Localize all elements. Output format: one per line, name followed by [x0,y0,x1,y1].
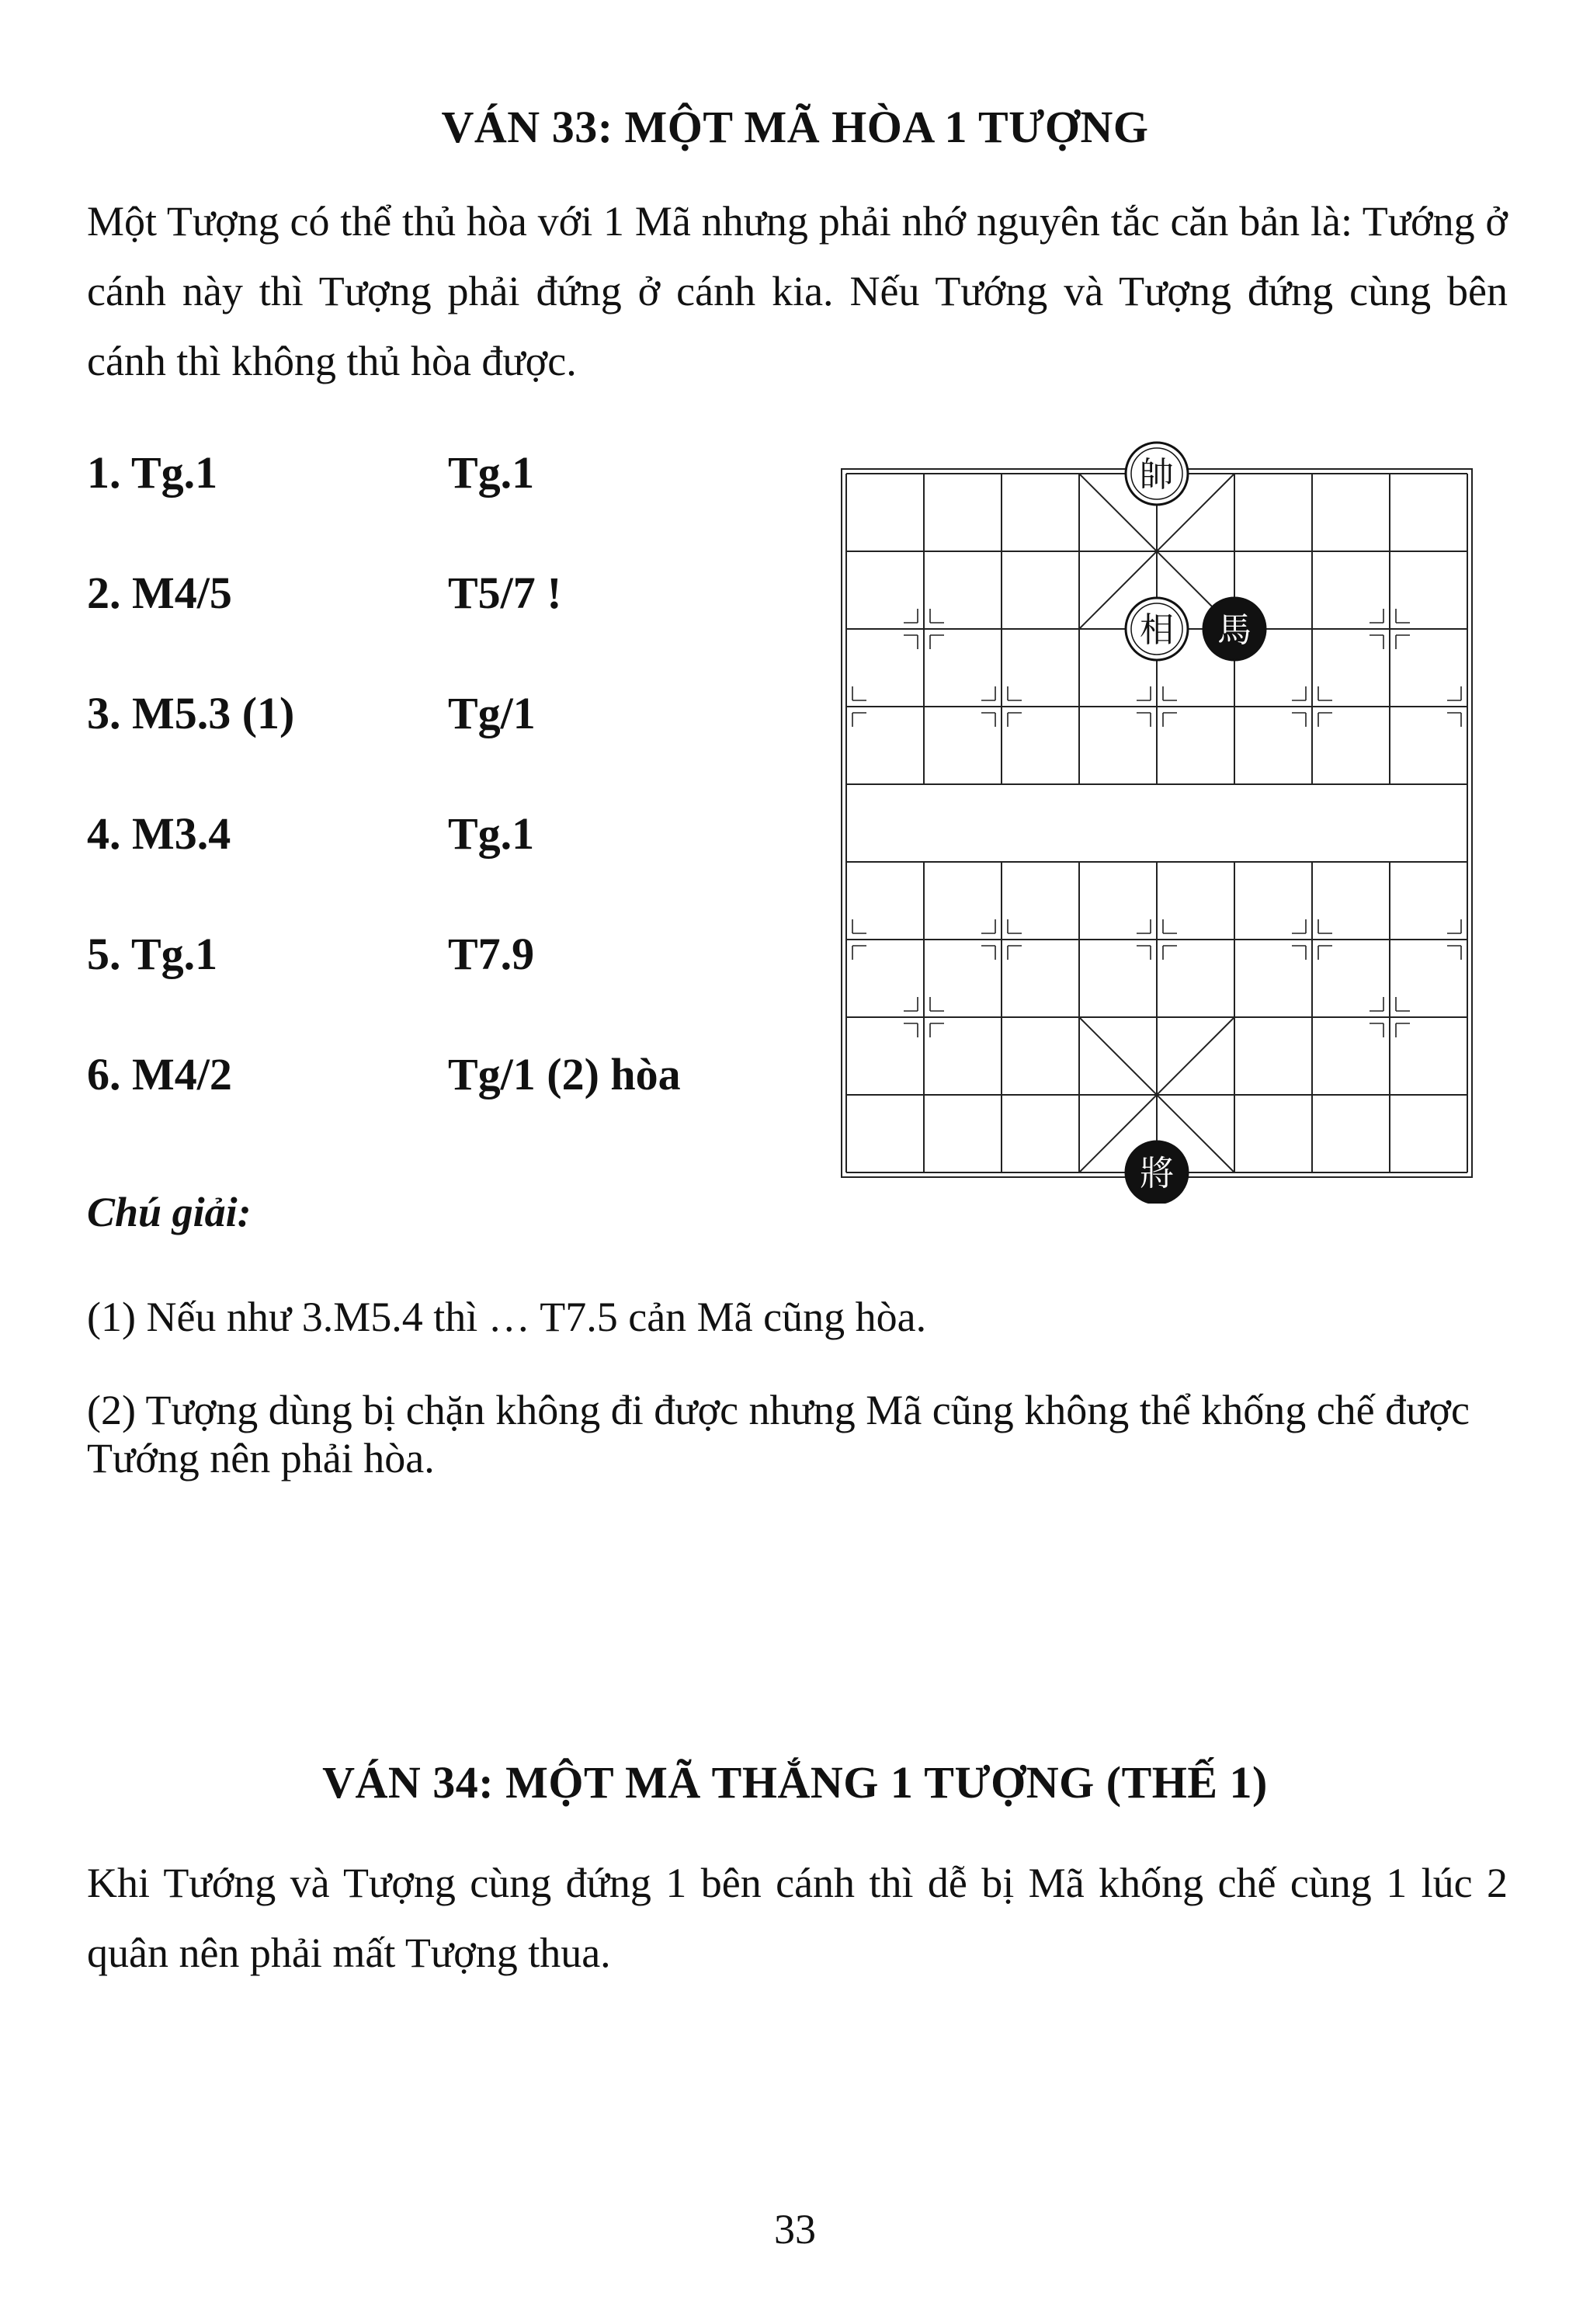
move-red: 4. M3.4 [87,808,231,859]
move-row [87,446,786,567]
game33-intro [87,186,1508,396]
black-horse-piece [1203,598,1265,660]
xiangqi-board [823,435,1491,1204]
black-horse-glyph: 馬 [1217,610,1252,650]
red-elephant-piece [1126,598,1188,660]
game34-title: VÁN 34: MỘT MÃ THẮNG 1 TƯỢNG (THẾ 1) [322,1757,1268,1808]
move-row [87,687,786,808]
move-red: 1. Tg.1 [87,447,218,498]
move-black: T7.9 [448,929,535,979]
move-black: Tg.1 [448,808,535,859]
move-black: Tg.1 [448,447,535,498]
black-general-glyph: 將 [1140,1154,1174,1193]
move-red: 2. M4/5 [87,568,232,618]
notes-title: Chú giải: [87,1189,252,1235]
move-red: 3. M5.3 (1) [87,688,295,738]
note-2: (2) Tượng dùng bị chặn không đi được nhưng Mã cũng không thể khống chế được Tướng nên phải hòa. [87,1387,1470,1482]
game33-title: VÁN 33: MỘT MÃ HÒA 1 TƯỢNG [441,102,1149,152]
move-row [87,567,786,687]
red-general-piece [1126,443,1188,505]
move-row [87,1048,786,1169]
black-general-piece [1126,1141,1188,1204]
note-1: (1) Nếu như 3.M5.4 thì … T7.5 cản Mã cũng hòa. [87,1294,927,1340]
move-black: Tg/1 [448,688,536,738]
red-general-glyph: 帥 [1140,455,1174,495]
red-elephant-glyph: 相 [1140,610,1174,650]
move-list [87,446,786,1169]
move-red: 5. Tg.1 [87,929,218,979]
move-row [87,928,786,1048]
move-row [87,808,786,928]
move-black: T5/7 ! [448,568,562,618]
game33-intro-text: Một Tượng có thể thủ hòa với 1 Mã nhưng phải nhớ nguyên tắc căn bản là: Tướng ở cánh này thì Tượng phải đứng ở cánh kia. Nếu Tướng và Tượng đứng cùng bên cánh thì không thủ hòa được. [87,198,1508,384]
move-red: 6. M4/2 [87,1049,232,1099]
page-number: 33 [774,2206,816,2253]
game34-intro-text: Khi Tướng và Tượng cùng đứng 1 bên cánh thì dễ bị Mã khống chế cùng 1 lúc 2 quân nên phải mất Tượng thua. [87,1860,1508,1976]
move-black: Tg/1 (2) hòa [448,1049,681,1099]
game34-intro [87,1848,1508,1988]
